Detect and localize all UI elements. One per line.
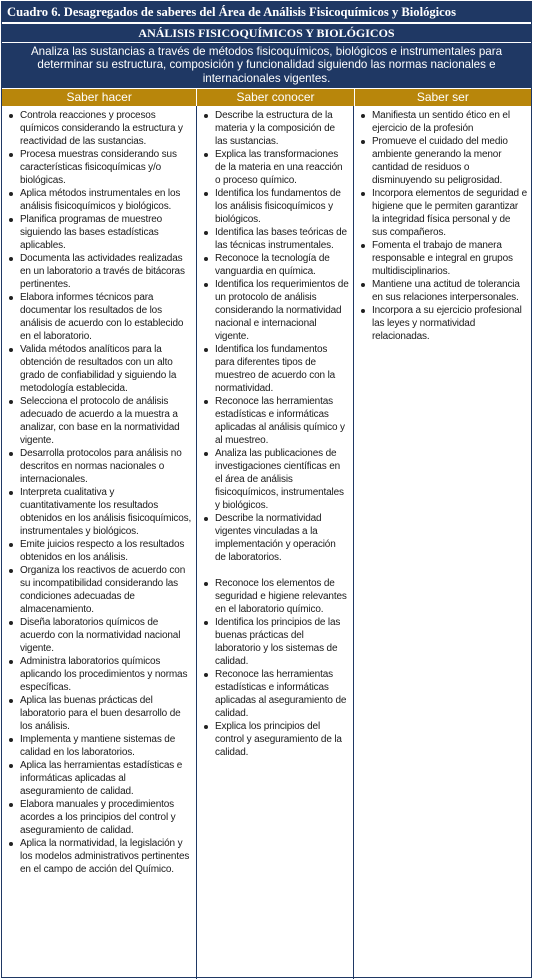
column-headers xyxy=(2,88,531,106)
list-item: Diseña laboratorios químicos de acuerdo con la normatividad nacional vigente. xyxy=(6,616,192,655)
table xyxy=(1,1,532,978)
list-item: Incorpora elementos de seguridad e higiene que le permiten garantizar la integridad física personal y de sus compañeros. xyxy=(358,187,527,239)
list-item: Manifiesta un sentido ético en el ejercicio de la profesión xyxy=(358,109,527,135)
list-item: Describe la estructura de la materia y la composición de las sustancias. xyxy=(201,109,349,148)
column-saber-hacer xyxy=(2,106,197,979)
column-header-saber-hacer: Saber hacer xyxy=(2,89,197,106)
list-item: Aplica las buenas prácticas del laboratorio para el buen desarrollo de los análisis. xyxy=(6,694,192,733)
list-item: Reconoce la tecnología de vanguardia en química. xyxy=(201,252,349,278)
list-item: Mantiene una actitud de tolerancia en sus relaciones interpersonales. xyxy=(358,278,527,304)
list-item: Controla reacciones y procesos químicos considerando la estructura y reactividad de las sustancias. xyxy=(6,109,192,148)
list-saber-hacer xyxy=(6,109,192,876)
column-saber-conocer xyxy=(197,106,354,979)
column-header-saber-ser: Saber ser xyxy=(416,90,469,104)
list-item: Explica los principios del control y aseguramiento de la calidad. xyxy=(201,720,349,759)
list-item: Explica las transformaciones de la materia en una reacción o proceso químico. xyxy=(201,148,349,187)
list-saber-ser xyxy=(358,109,527,343)
list-item: Selecciona el protocolo de análisis adecuado de acuerdo a la muestra a analizar, con base en la normatividad vigente. xyxy=(6,395,192,447)
list-item: Aplica la normatividad, la legislación y los modelos administrativos pertinentes en el campo de acción del Químico. xyxy=(6,837,192,876)
list-item: Valida métodos analíticos para la obtención de resultados con un alto grado de confiabilidad y siguiendo la metodología establecida. xyxy=(6,343,192,395)
list-item: Desarrolla protocolos para análisis no descritos en normas nacionales o internacionales. xyxy=(6,447,192,486)
list-item: Identifica los principios de las buenas prácticas del laboratorio y los sistemas de calidad. xyxy=(201,616,349,668)
list-saber-conocer xyxy=(201,109,349,759)
list-item: Aplica las herramientas estadísticas e informáticas aplicadas al aseguramiento de calidad. xyxy=(6,759,192,798)
list-item: Identifica los fundamentos para diferentes tipos de muestreo de acuerdo con la normatividad. xyxy=(201,343,349,395)
list-item: Interpreta cualitativa y cuantitativamente los resultados obtenidos en los análisis fisicoquímicos, instrumentales y biológicos. xyxy=(6,486,192,538)
list-item: Administra laboratorios químicos aplicando los procedimientos y normas específicas. xyxy=(6,655,192,694)
list-item: Incorpora a su ejercicio profesional las leyes y normatividad relacionadas. xyxy=(358,304,527,343)
area-description: Analiza las sustancias a través de métodos fisicoquímicos, biológicos e instrumentales para determinar su estructura, composición y funcionalidad siguiendo las normas nacionales e internacionales vigentes. xyxy=(2,43,531,88)
list-item: Documenta las actividades realizadas en un laboratorio a través de bitácoras pertinentes. xyxy=(6,252,192,291)
list-item: Reconoce los elementos de seguridad e higiene relevantes en el laboratorio químico. xyxy=(201,577,349,616)
list-item: Reconoce las herramientas estadísticas e informáticas aplicadas al análisis químico y al muestreo. xyxy=(201,395,349,447)
list-item: Promueve el cuidado del medio ambiente generando la menor cantidad de residuos o disminuyendo su peligrosidad. xyxy=(358,135,527,187)
list-item: Emite juicios respecto a los resultados obtenidos en los análisis. xyxy=(6,538,192,564)
column-saber-ser xyxy=(354,106,531,979)
list-item: Describe la normatividad vigentes vinculadas a la implementación y operación de laboratorios. xyxy=(201,512,349,564)
list-item: Identifica las bases teóricas de las técnicas instrumentales. xyxy=(201,226,349,252)
column-header-saber-conocer: Saber conocer xyxy=(197,89,354,106)
list-item: Planifica programas de muestreo siguiendo las bases estadísticas aplicables. xyxy=(6,213,192,252)
table-title: Cuadro 6. Desagregados de saberes del Área de Análisis Fisicoquímicos y Biológicos xyxy=(2,2,531,24)
list-item: Elabora manuales y procedimientos acordes a los principios del control y aseguramiento de calidad. xyxy=(6,798,192,837)
list-item: Reconoce las herramientas estadísticas e informáticas aplicadas al aseguramiento de calidad. xyxy=(201,668,349,720)
area-heading: ANÁLISIS FISICOQUÍMICOS Y BIOLÓGICOS xyxy=(2,24,531,43)
list-item: Identifica los fundamentos de los análisis fisicoquímicos y biológicos. xyxy=(201,187,349,226)
list-item: Organiza los reactivos de acuerdo con su incompatibilidad considerando las condiciones adecuadas de almacenamiento. xyxy=(6,564,192,616)
table-body xyxy=(2,106,531,979)
list-item: Procesa muestras considerando sus características fisicoquímicas y/o biológicas. xyxy=(6,148,192,187)
list-item: Identifica los requerimientos de un protocolo de análisis considerando la normatividad nacional e internacional vigente. xyxy=(201,278,349,343)
list-item: Implementa y mantiene sistemas de calidad en los laboratorios. xyxy=(6,733,192,759)
list-item: Aplica métodos instrumentales en los análisis fisicoquímicos y biológicos. xyxy=(6,187,192,213)
list-item: Analiza las publicaciones de investigaciones científicas en el área de análisis fisicoquímicos, instrumentales y biológicos. xyxy=(201,447,349,512)
list-item: Fomenta el trabajo de manera responsable e integral en grupos multidisciplinarios. xyxy=(358,239,527,278)
list-item: Elabora informes técnicos para documentar los resultados de los análisis de acuerdo con lo establecido en el laboratorio. xyxy=(6,291,192,343)
